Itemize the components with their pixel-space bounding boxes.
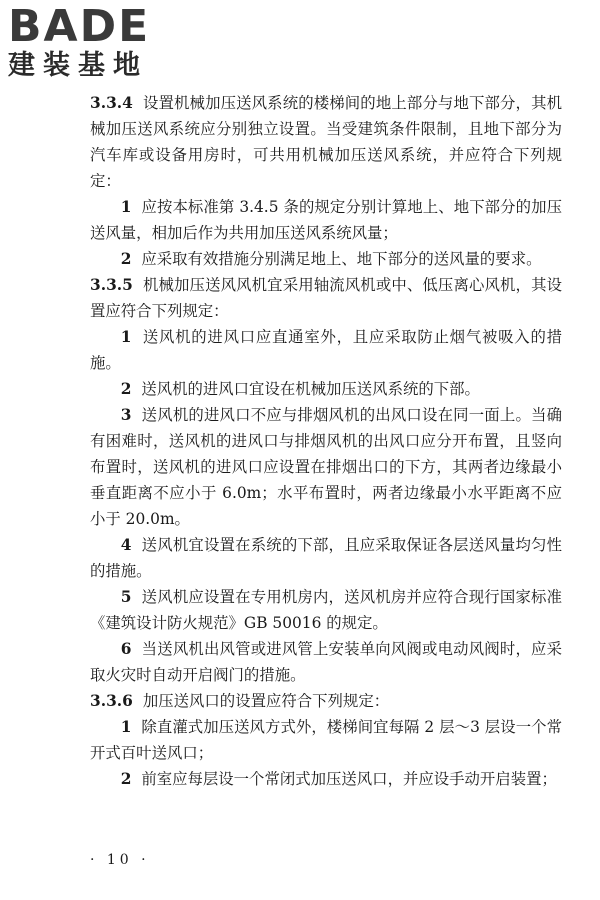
- item-text: 送风机的进风口应直通室外，且应采取防止烟气被吸入的措施。: [90, 328, 562, 372]
- clause-item: [90, 766, 562, 792]
- clause-number: 3.3.5: [90, 276, 133, 294]
- logo-subtitle: 建装基地: [8, 50, 148, 81]
- item-number: 2: [120, 770, 132, 788]
- clause-item: [90, 714, 562, 766]
- item-text: 应采取有效措施分别满足地上、地下部分的送风量的要求。: [141, 250, 542, 268]
- clause-number: 3.3.6: [90, 692, 133, 710]
- item-number: 1: [120, 198, 132, 216]
- item-text: 送风机的进风口宜设在机械加压送风系统的下部。: [141, 380, 480, 398]
- logo-mark: BADE: [8, 1, 151, 52]
- bade-logo: [8, 1, 178, 90]
- clause-3-3-5: [90, 272, 562, 324]
- clause-item: [90, 402, 562, 532]
- item-number: 3: [120, 406, 132, 424]
- item-number: 1: [120, 328, 132, 346]
- item-number: 6: [120, 640, 132, 658]
- clause-text: 机械加压送风风机宜采用轴流风机或中、低压离心风机，其设置应符合下列规定：: [90, 276, 562, 320]
- item-number: 1: [120, 718, 132, 736]
- item-text: 应按本标准第 3.4.5 条的规定分别计算地上、地下部分的加压送风量，相加后作为共用加压送风系统风量；: [90, 198, 562, 242]
- item-text: 送风机的进风口不应与排烟风机的出风口设在同一面上。当确有困难时，送风机的进风口与排烟风机的出风口应分开布置，且竖向布置时，送风机的进风口应设置在排烟出口的下方，其两者边缘最小垂直距离不应小于 6.0m；水平布置时，两者边缘最小水平距离不应小于 20.0m。: [90, 406, 562, 528]
- clause-item: [90, 584, 562, 636]
- document-body: [90, 90, 562, 792]
- clause-item: [90, 194, 562, 246]
- clause-item: [90, 246, 562, 272]
- clause-item: [90, 324, 562, 376]
- item-number: 5: [120, 588, 132, 606]
- item-text: 送风机应设置在专用机房内，送风机房并应符合现行国家标准《建筑设计防火规范》GB 50016 的规定。: [90, 588, 562, 632]
- clause-3-3-6: [90, 688, 562, 714]
- clause-item: [90, 376, 562, 402]
- item-number: 4: [120, 536, 132, 554]
- page-number: · 10 ·: [90, 852, 150, 868]
- clause-text: 设置机械加压送风系统的楼梯间的地上部分与地下部分，其机械加压送风系统应分别独立设置。当受建筑条件限制，且地下部分为汽车库或设备用房时，可共用机械加压送风系统，并应符合下列规定：: [90, 94, 562, 190]
- clause-text: 加压送风口的设置应符合下列规定：: [142, 692, 390, 710]
- clause-number: 3.3.4: [90, 94, 133, 112]
- clause-item: [90, 532, 562, 584]
- item-text: 除直灌式加压送风方式外，楼梯间宜每隔 2 层～3 层设一个常开式百叶送风口；: [90, 718, 562, 762]
- item-number: 2: [120, 380, 132, 398]
- item-text: 送风机宜设置在系统的下部，且应采取保证各层送风量均匀性的措施。: [90, 536, 562, 580]
- item-text: 前室应每层设一个常闭式加压送风口，并应设手动开启装置；: [141, 770, 557, 788]
- clause-item: [90, 636, 562, 688]
- item-number: 2: [120, 250, 132, 268]
- clause-3-3-4: [90, 90, 562, 194]
- item-text: 当送风机出风管或进风管上安装单向风阀或电动风阀时，应采取火灾时自动开启阀门的措施。: [90, 640, 562, 684]
